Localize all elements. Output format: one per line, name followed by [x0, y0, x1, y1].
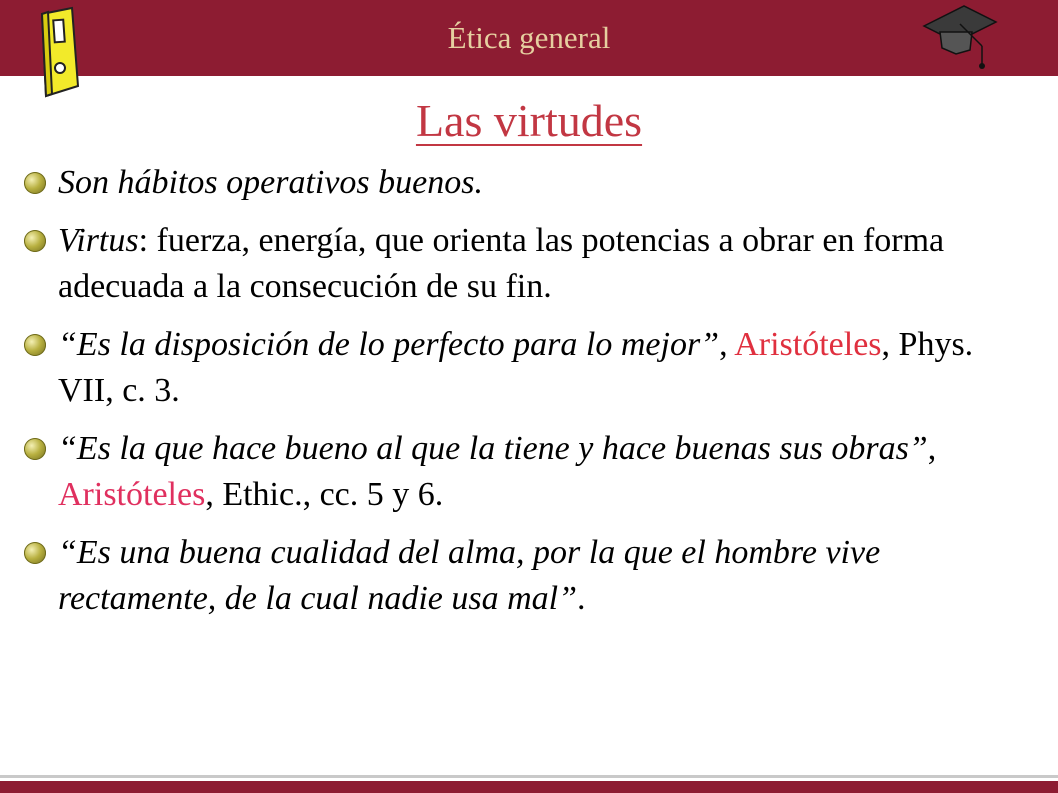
- bullet-icon: [24, 334, 46, 356]
- bullet-text: Son hábitos operativos buenos.: [58, 164, 483, 201]
- bullet-icon: [24, 438, 46, 460]
- bullet-list: [22, 160, 1032, 634]
- bullet-end: .: [577, 580, 586, 617]
- graduation-cap-icon: [920, 2, 1000, 72]
- bullet-lead: Virtus: [58, 222, 139, 259]
- bullet-reference: , Ethic., cc. 5 y 6.: [205, 476, 444, 513]
- bullet-item-1: [22, 160, 1032, 206]
- slide-title: [0, 94, 1058, 147]
- bullet-item-4: [22, 426, 1032, 518]
- bullet-reference: , Phys. VII, c. 3.: [58, 326, 974, 409]
- bullet-author: Aristóteles: [734, 326, 882, 363]
- bullet-separator: ,: [927, 430, 937, 467]
- bullet-icon: [24, 542, 46, 564]
- bullet-quote: “Es la que hace bueno al que la tiene y hace buenas sus obras”: [58, 430, 928, 467]
- bullet-author: Aristóteles: [58, 476, 206, 513]
- header-bar: [0, 0, 1058, 76]
- footer-bar: [0, 781, 1058, 793]
- bullet-item-3: [22, 322, 1032, 414]
- bullet-text: : fuerza, energía, que orienta las potencias a obrar en forma adecuada a la consecución de su fin.: [58, 222, 945, 305]
- bullet-quote: “Es una buena cualidad del alma, por la que el hombre vive rectamente, de la cual nadie usa mal”: [58, 534, 881, 617]
- header-title: Ética general: [447, 20, 611, 55]
- bullet-icon: [24, 230, 46, 252]
- binder-icon: [34, 6, 82, 98]
- bullet-separator: ,: [719, 326, 735, 363]
- bullet-quote: “Es la disposición de lo perfecto para lo mejor”: [58, 326, 720, 363]
- bullet-icon: [24, 172, 46, 194]
- slide-title-text: Las virtudes: [415, 95, 643, 146]
- bullet-item-5: [22, 530, 1032, 622]
- bullet-item-2: [22, 218, 1032, 310]
- footer-divider: [0, 775, 1058, 778]
